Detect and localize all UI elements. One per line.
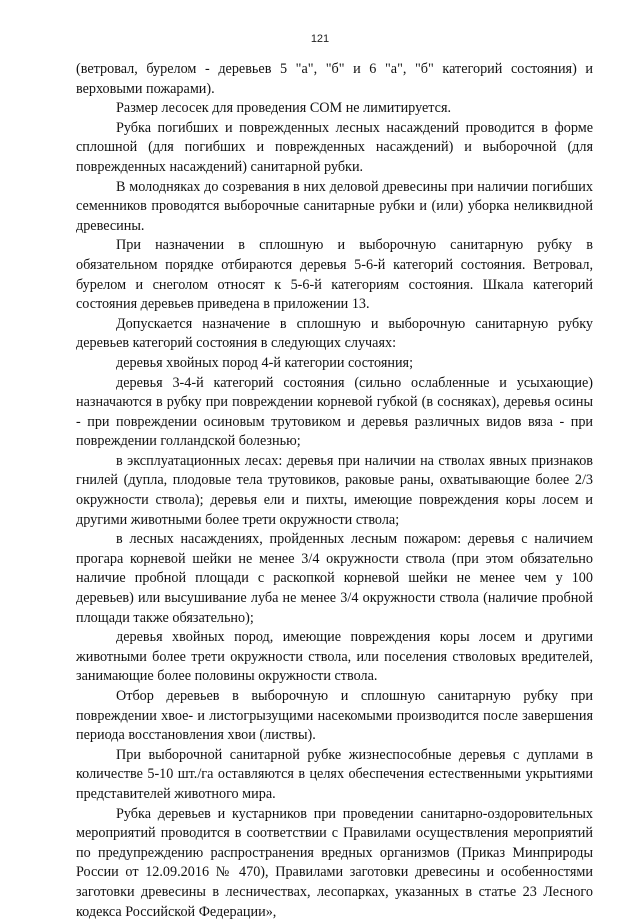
paragraph: В молодняках до созревания в них деловой древесины при наличии погибших семенников проводятся выборочные санитарные рубки и (или) уборка неликвидной древесины. bbox=[76, 178, 593, 234]
paragraph: При назначении в сплошную и выборочную санитарную рубку в обязательном порядке отбираются деревья 5-6-й категорий состояния. Ветровал, бурелом и снеголом относят к 5-6-й категориям состояния. Шкала категорий состояния деревьев приведена в приложении 13. bbox=[76, 237, 593, 313]
paragraph: деревья хвойных пород 4-й категории состояния; bbox=[116, 354, 414, 371]
paragraph: При выборочной санитарной рубке жизнеспособные деревья с дуплами в количестве 5-10 шт./га оставляются в целях обеспечения естественными укрытиями представителей животного мира. bbox=[76, 746, 593, 802]
paragraph: деревья хвойных пород, имеющие повреждения коры лосем и другими животными более трети окружности ствола, или поселения стволовых вредителей, занимающие более половины окружности ствола. bbox=[76, 629, 593, 685]
paragraph: деревья 3-4-й категорий состояния (сильно ослабленные и усыхающие) назначаются в рубку при повреждении корневой губкой (в сосняках), деревья осины - при повреждении осиновым трутовиком и деревья различных видов вяза - при повреждении голландской болезнью; bbox=[76, 374, 593, 450]
paragraph: Размер лесосек для проведения СОМ не лимитируется. bbox=[116, 100, 452, 117]
paragraph: Рубка погибших и поврежденных лесных насаждений проводится в форме сплошной (для погибших и поврежденных насаждений) и выборочной (для поврежденных насаждений) санитарной рубки. bbox=[76, 119, 593, 175]
paragraph: Отбор деревьев в выборочную и сплошную санитарную рубку при повреждении хвое- и листогрызущими насекомыми производится после завершения периода восстановления хвои (листвы). bbox=[76, 688, 593, 744]
paragraph: в лесных насаждениях, пройденных лесным пожаром: деревья с наличием прогара корневой шейки не менее 3/4 окружности ствола (при этом обязательно наличие пробной площади с раскопкой корневой шейки не менее чем у 100 деревьев) или высушивание луба не менее 3/4 окружности ствола (наличие пробной площади также обязательно); bbox=[76, 531, 593, 626]
document-body bbox=[76, 60, 593, 922]
paragraph: в эксплуатационных лесах: деревья при наличии на стволах явных признаков гнилей (дупла, плодовые тела трутовиков, раковые раны, охватывающие более 2/3 окружности ствола); деревья ели и пихты, имеющие повреждения коры лосем и другими животными более трети окружности ствола; bbox=[76, 452, 593, 528]
paragraph: Рубка деревьев и кустарников при проведении санитарно-оздоровительных мероприятий проводится в соответствии с Правилами осуществления мероприятий по предупреждению распространения вредных организмов (Приказ Минприроды России от 12.09.2016 № 470), Правилами заготовки древесины и особенностями заготовки древесины в лесничествах, лесопарках, указанных в статье 23 Лесного кодекса Российской Федерации», bbox=[76, 805, 593, 920]
paragraph: (ветровал, бурелом - деревьев 5 "а", "б" и 6 "а", "б" категорий состояния) и верховыми пожарами). bbox=[76, 61, 593, 97]
page-number: 121 bbox=[310, 33, 330, 45]
paragraph: Допускается назначение в сплошную и выборочную санитарную рубку деревьев категорий состояния в следующих случаях: bbox=[76, 315, 593, 352]
